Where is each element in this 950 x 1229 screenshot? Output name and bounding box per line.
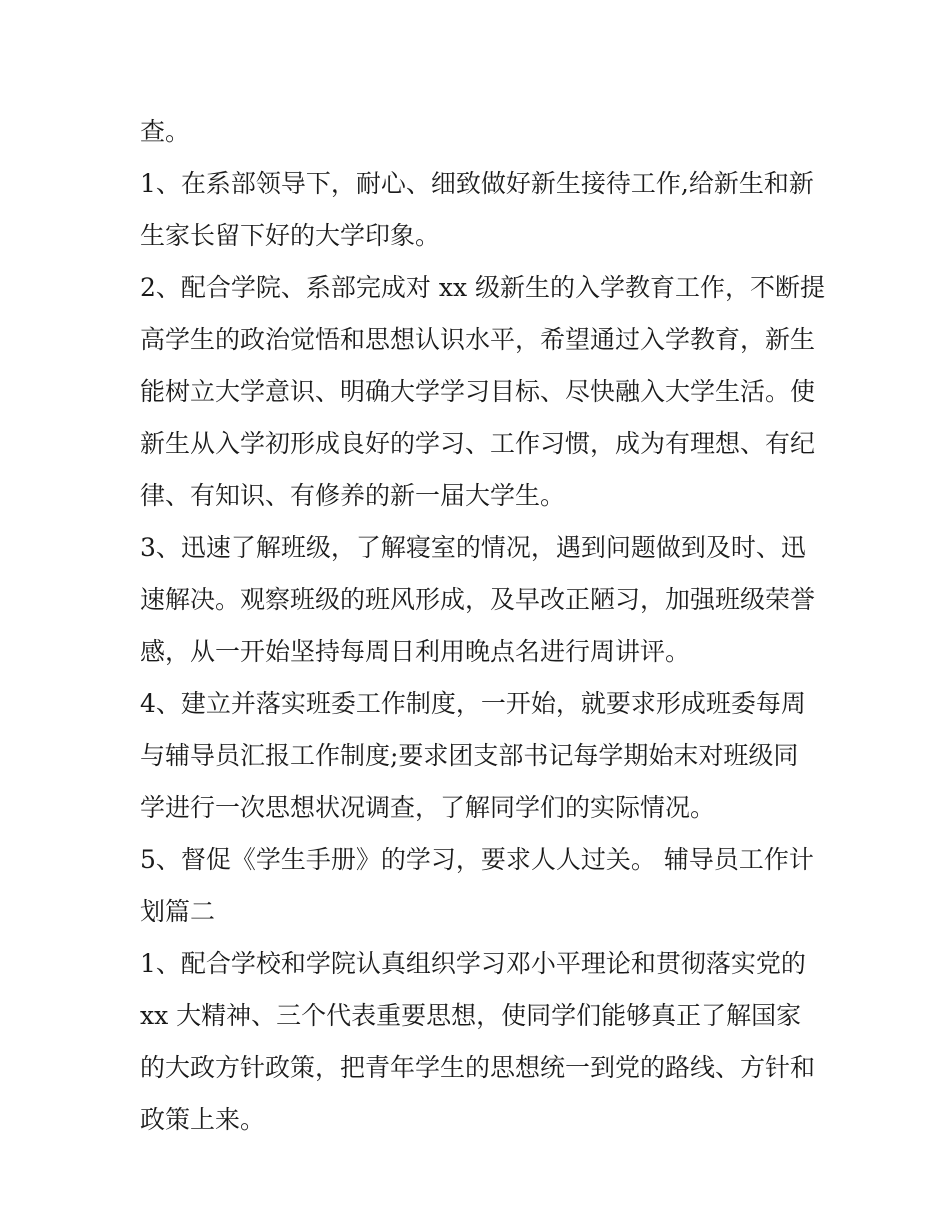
text-line: 查。 bbox=[140, 117, 191, 146]
text-line: 高学生的政治觉悟和思想认识水平，希望通过入学教育，新生 bbox=[140, 325, 816, 354]
text-line: 的大政方针政策，把青年学生的思想统一到党的路线、方针和 bbox=[140, 1053, 816, 1082]
text-line: 新生从入学初形成良好的学习、工作习惯，成为有理想、有纪 bbox=[140, 429, 816, 458]
text-line: 5、督促《学生手册》的学习，要求人人过关。 辅导员工作计 bbox=[140, 845, 814, 874]
text-line: 速解决。观察班级的班风形成，及早改正陋习，加强班级荣誉 bbox=[140, 585, 816, 614]
text-line: 与辅导员汇报工作制度;要求团支部书记每学期始末对班级同 bbox=[140, 741, 799, 770]
text-line: 感，从一开始坚持每周日利用晚点名进行周讲评。 bbox=[140, 637, 691, 666]
text-line: 3、迅速了解班级，了解寝室的情况，遇到问题做到及时、迅 bbox=[140, 533, 806, 562]
text-line: 律、有知识、有修养的新一届大学生。 bbox=[140, 481, 566, 510]
text-line: xx 大精神、三个代表重要思想，使同学们能够真正了解国家 bbox=[140, 1001, 802, 1030]
text-line: 政策上来。 bbox=[140, 1105, 266, 1134]
document-body bbox=[140, 106, 825, 1146]
text-line: 1、在系部领导下，耐心、细致做好新生接待工作,给新生和新 bbox=[140, 169, 814, 198]
text-line: 1、配合学校和学院认真组织学习邓小平理论和贯彻落实党的 bbox=[140, 949, 806, 978]
text-line: 学进行一次思想状况调查，了解同学们的实际情况。 bbox=[140, 793, 716, 822]
text-line: 划篇二 bbox=[140, 897, 216, 926]
text-line: 生家长留下好的大学印象。 bbox=[140, 221, 441, 250]
text-line: 2、配合学院、系部完成对 xx 级新生的入学教育工作，不断提 bbox=[140, 273, 825, 302]
text-line: 4、建立并落实班委工作制度，一开始，就要求形成班委每周 bbox=[140, 689, 806, 718]
text-line: 能树立大学意识、明确大学学习目标、尽快融入大学生活。使 bbox=[140, 377, 816, 406]
